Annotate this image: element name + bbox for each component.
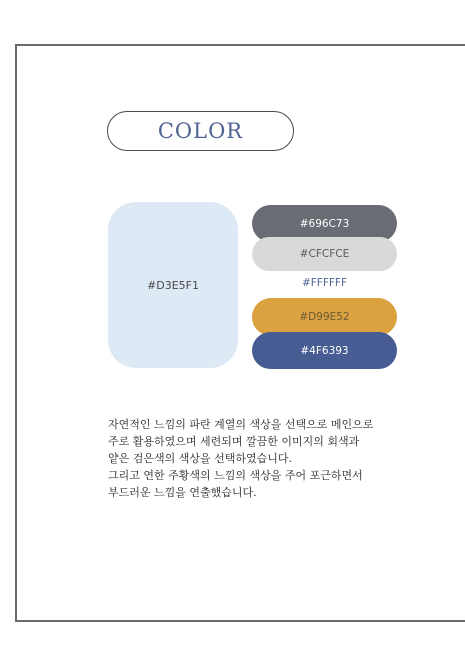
description-line: 자연적인 느낌의 파란 계열의 색상을 선택으로 메인으로 (108, 418, 374, 431)
swatch-label: #CFCFCE (299, 248, 350, 260)
section-title: COLOR (107, 111, 294, 151)
swatch-navy (252, 332, 397, 369)
swatch-label: #696C73 (299, 217, 350, 230)
description-line: 얕은 검은색의 색상을 선택하였습니다. (108, 452, 293, 465)
swatch-label: #D99E52 (299, 311, 350, 323)
main-color-swatch (108, 202, 238, 368)
swatch-orange (252, 298, 397, 336)
swatch-white (252, 272, 397, 294)
description-line: 주로 활용하였으며 세련되며 깔끔한 이미지의 회색과 (108, 435, 360, 448)
swatch-label: #FFFFFF (301, 277, 348, 289)
description-line: 부드러운 느낌을 연출했습니다. (108, 486, 257, 499)
description-line: 그리고 연한 주황색의 느낌의 색상을 주어 포근하면서 (108, 469, 363, 482)
swatch-label: #4F6393 (300, 344, 349, 357)
main-color-label: #D3E5F1 (147, 278, 199, 292)
swatch-light-gray (252, 237, 397, 271)
color-description (108, 416, 438, 501)
